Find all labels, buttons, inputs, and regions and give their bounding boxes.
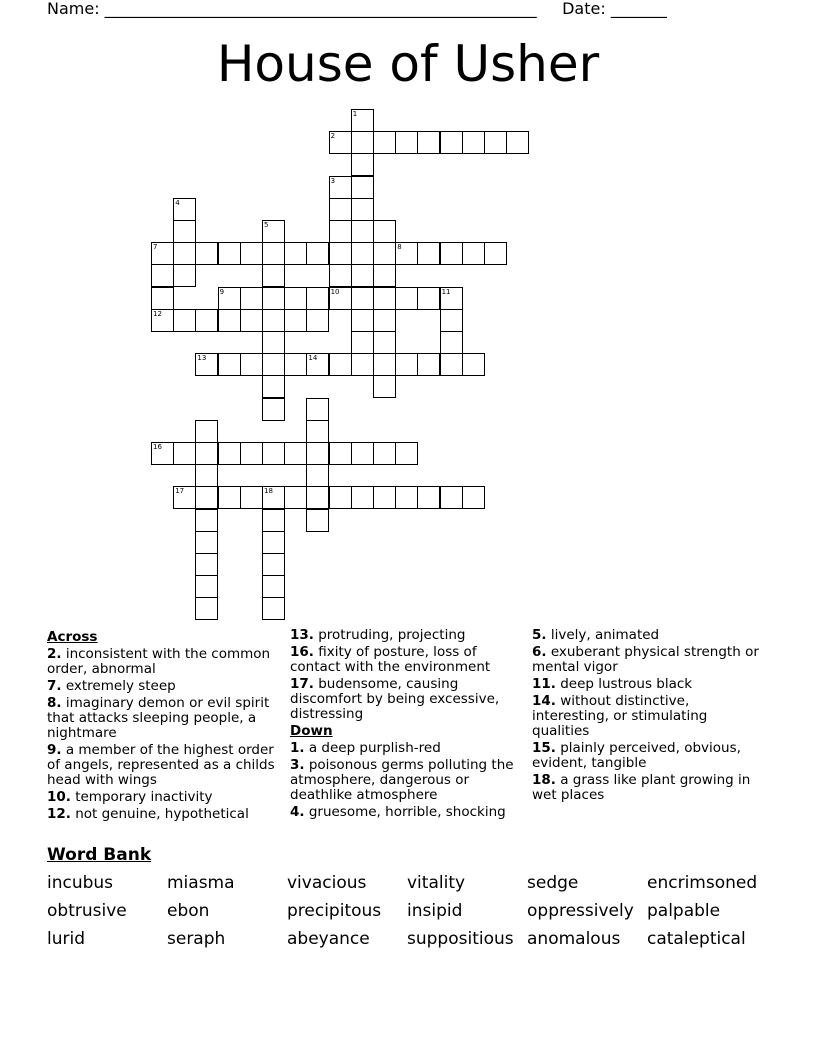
clue-column-1 xyxy=(47,628,282,824)
down-heading: Down xyxy=(290,723,333,739)
grid-cell[interactable] xyxy=(306,509,329,532)
clue-number-label: 1. xyxy=(290,740,305,756)
grid-cell[interactable] xyxy=(351,198,374,221)
clue xyxy=(290,677,525,722)
across-heading: Across xyxy=(47,629,98,645)
grid-cell[interactable] xyxy=(262,553,285,576)
grid-cell[interactable] xyxy=(195,353,218,376)
grid-cell[interactable] xyxy=(195,486,218,509)
page-title: House of Usher xyxy=(216,35,600,93)
grid-cell[interactable] xyxy=(417,131,440,154)
grid-cell[interactable] xyxy=(240,442,263,465)
grid-cell[interactable] xyxy=(395,131,418,154)
grid-cell[interactable] xyxy=(351,176,374,199)
grid-cell[interactable] xyxy=(284,309,307,332)
grid-cell[interactable] xyxy=(306,486,329,509)
grid-cell[interactable] xyxy=(417,242,440,265)
word-bank-item: vivacious xyxy=(287,873,367,893)
grid-cell[interactable] xyxy=(262,597,285,620)
grid-cell[interactable] xyxy=(417,287,440,310)
grid-cell[interactable] xyxy=(306,398,329,421)
clue-number: 1 xyxy=(352,110,358,118)
clue-text: gruesome, horrible, shocking xyxy=(304,804,506,820)
grid-cell[interactable] xyxy=(195,242,218,265)
grid-cell[interactable] xyxy=(173,220,196,243)
clue-number: 16 xyxy=(153,443,162,451)
word-bank-item: suppositious xyxy=(407,929,514,949)
grid-cell[interactable] xyxy=(240,486,263,509)
grid-cell[interactable] xyxy=(395,287,418,310)
grid-cell[interactable] xyxy=(262,264,285,287)
grid-cell[interactable] xyxy=(351,220,374,243)
grid-cell[interactable] xyxy=(151,442,174,465)
grid-cell[interactable] xyxy=(351,486,374,509)
grid-cell[interactable] xyxy=(262,375,285,398)
clue-text: extremely steep xyxy=(61,678,176,694)
word-bank-item: vitality xyxy=(407,873,466,893)
clue-number: 17 xyxy=(175,487,185,496)
clue-number-label: 3. xyxy=(290,757,305,773)
grid-cell[interactable] xyxy=(329,220,352,243)
grid-cell[interactable] xyxy=(351,442,374,465)
clue-number: 3 xyxy=(330,176,336,185)
clue-text: a grass like plant growing in wet places xyxy=(532,772,751,803)
grid-cell[interactable] xyxy=(240,287,263,310)
grid-cell[interactable] xyxy=(329,242,352,265)
grid-cell[interactable] xyxy=(329,264,352,287)
grid-cell[interactable] xyxy=(284,486,307,509)
grid-cell[interactable] xyxy=(218,442,241,465)
grid-cell[interactable] xyxy=(462,242,485,265)
grid-cell[interactable] xyxy=(218,353,241,376)
clue-text: lively, animated xyxy=(546,627,660,643)
grid-cell[interactable] xyxy=(218,242,241,265)
clue-number-label: 10. xyxy=(47,789,71,805)
clue xyxy=(532,741,767,771)
grid-cell[interactable] xyxy=(373,442,396,465)
grid-cell[interactable] xyxy=(218,309,241,332)
word-bank-item: ebon xyxy=(167,901,210,921)
grid-cell[interactable] xyxy=(262,531,285,554)
word-bank-item: palpable xyxy=(647,901,721,921)
grid-cell[interactable] xyxy=(195,597,218,620)
clue xyxy=(47,807,282,822)
clue xyxy=(532,645,767,675)
grid-cell[interactable] xyxy=(373,353,396,376)
grid-cell[interactable] xyxy=(151,264,174,287)
word-bank-item: sedge xyxy=(527,873,579,893)
grid-cell[interactable] xyxy=(195,442,218,465)
grid-cell[interactable] xyxy=(262,509,285,532)
word-bank-item: precipitous xyxy=(287,901,382,921)
grid-cell[interactable] xyxy=(351,242,374,265)
grid-cell[interactable] xyxy=(462,486,485,509)
grid-cell[interactable] xyxy=(284,242,307,265)
grid-cell[interactable] xyxy=(351,131,374,154)
clue-text: a member of the highest order of angels, represented as a childs head with wings xyxy=(47,742,275,788)
clue xyxy=(532,694,767,739)
grid-cell[interactable] xyxy=(440,331,463,354)
clue xyxy=(47,647,282,677)
word-bank-item: seraph xyxy=(167,929,226,949)
clue-number: 7 xyxy=(153,243,158,252)
grid-cell[interactable] xyxy=(417,486,440,509)
grid-cell[interactable] xyxy=(462,353,485,376)
grid-cell[interactable] xyxy=(173,442,196,465)
word-bank-item: incubus xyxy=(47,873,114,893)
clue-number-label: 4. xyxy=(290,804,305,820)
clue xyxy=(47,790,282,805)
grid-cell[interactable] xyxy=(440,131,463,154)
grid-cell[interactable] xyxy=(440,486,463,509)
name-date-line: Name: ______________________________________________________ Date: _______ xyxy=(47,0,667,18)
grid-cell[interactable] xyxy=(373,331,396,354)
grid-cell[interactable] xyxy=(306,242,329,265)
grid-cell[interactable] xyxy=(351,331,374,354)
clue-number-label: 16. xyxy=(290,644,314,660)
clue-number: 11 xyxy=(441,287,451,296)
grid-cell[interactable] xyxy=(262,442,285,465)
clue-number: 12 xyxy=(153,309,162,318)
grid-cell[interactable] xyxy=(306,309,329,332)
clue-number: 2 xyxy=(330,132,336,141)
grid-cell[interactable] xyxy=(195,531,218,554)
grid-cell[interactable] xyxy=(195,309,218,332)
grid-cell[interactable] xyxy=(351,153,374,176)
word-bank-item: oppressively xyxy=(527,901,634,921)
grid-cell[interactable] xyxy=(306,420,329,443)
grid-cell[interactable] xyxy=(262,331,285,354)
grid-cell[interactable] xyxy=(262,242,285,265)
grid-cell[interactable] xyxy=(262,309,285,332)
word-bank xyxy=(47,873,787,957)
clue-text: without distinctive, interesting, or stimulating qualities xyxy=(532,693,708,739)
grid-cell[interactable] xyxy=(240,353,263,376)
grid-cell[interactable] xyxy=(240,309,263,332)
grid-cell[interactable] xyxy=(284,353,307,376)
grid-cell[interactable] xyxy=(395,353,418,376)
grid-cell[interactable] xyxy=(329,198,352,221)
grid-cell[interactable] xyxy=(218,486,241,509)
grid-cell[interactable] xyxy=(284,287,307,310)
clue-text: deep lustrous black xyxy=(555,676,693,692)
clue-number-label: 9. xyxy=(47,742,62,758)
word-bank-item: lurid xyxy=(47,929,86,949)
grid-cell[interactable] xyxy=(173,242,196,265)
grid-cell[interactable] xyxy=(195,420,218,443)
clue-text: not genuine, hypothetical xyxy=(70,806,249,822)
grid-cell[interactable] xyxy=(262,398,285,421)
word-bank-item: cataleptical xyxy=(647,929,746,949)
word-bank-item: anomalous xyxy=(527,929,621,949)
clue-text: budensome, causing discomfort by being excessive, distressing xyxy=(290,676,500,722)
clue-number-label: 14. xyxy=(532,693,556,709)
clue-text: imaginary demon or evil spirit that attacks sleeping people, a nightmare xyxy=(47,695,270,741)
grid-cell[interactable] xyxy=(373,242,396,265)
grid-cell[interactable] xyxy=(351,309,374,332)
clue-column-3 xyxy=(532,628,767,805)
grid-cell[interactable] xyxy=(306,442,329,465)
grid-cell[interactable] xyxy=(395,442,418,465)
clue xyxy=(290,741,525,756)
clue-number-label: 18. xyxy=(532,772,556,788)
clue xyxy=(47,679,282,694)
grid-cell[interactable] xyxy=(417,353,440,376)
grid-cell[interactable] xyxy=(484,242,507,265)
word-bank-item: obtrusive xyxy=(47,901,127,921)
grid-cell[interactable] xyxy=(195,575,218,598)
clue-number-label: 7. xyxy=(47,678,62,694)
grid-cell[interactable] xyxy=(440,353,463,376)
grid-cell[interactable] xyxy=(440,242,463,265)
clue-number: 18 xyxy=(264,487,273,496)
clue xyxy=(532,773,767,803)
grid-cell[interactable] xyxy=(240,242,263,265)
grid-cell[interactable] xyxy=(329,353,352,376)
grid-cell[interactable] xyxy=(329,486,352,509)
clue-number: 10 xyxy=(330,287,340,296)
clue xyxy=(532,628,767,643)
clue-number-label: 11. xyxy=(532,676,556,692)
grid-cell[interactable] xyxy=(195,509,218,532)
clue-number-label: 6. xyxy=(532,644,547,660)
clue-number-label: 17. xyxy=(290,676,314,692)
clue-number: 13 xyxy=(197,354,207,363)
clue-number-label: 2. xyxy=(47,646,62,662)
grid-cell[interactable] xyxy=(395,242,418,265)
grid-cell[interactable] xyxy=(373,264,396,287)
clue-text: exuberant physical strength or mental vigor xyxy=(532,644,759,675)
word-bank-item: encrimsoned xyxy=(647,873,758,893)
grid-cell[interactable] xyxy=(218,287,241,310)
word-bank-item: miasma xyxy=(167,873,235,893)
clue-number-label: 15. xyxy=(532,740,556,756)
clue-number-label: 5. xyxy=(532,627,547,643)
clue xyxy=(47,743,282,788)
clue-number-label: 12. xyxy=(47,806,71,822)
clue-text: fixity of posture, loss of contact with the environment xyxy=(290,644,491,675)
grid-cell[interactable] xyxy=(195,464,218,487)
clue-number: 9 xyxy=(219,287,225,296)
grid-cell[interactable] xyxy=(151,287,174,310)
grid-cell[interactable] xyxy=(173,309,196,332)
clue-number: 8 xyxy=(397,243,402,252)
grid-cell[interactable] xyxy=(351,264,374,287)
grid-cell[interactable] xyxy=(351,109,374,132)
grid-cell[interactable] xyxy=(351,353,374,376)
grid-cell[interactable] xyxy=(262,220,285,243)
clue-text: a deep purplish-red xyxy=(304,740,441,756)
grid-cell[interactable] xyxy=(395,486,418,509)
grid-cell[interactable] xyxy=(173,486,196,509)
clue xyxy=(47,696,282,741)
clue-number-label: 13. xyxy=(290,627,314,643)
grid-cell[interactable] xyxy=(195,553,218,576)
grid-cell[interactable] xyxy=(373,287,396,310)
clue-number: 14 xyxy=(308,354,318,363)
grid-cell[interactable] xyxy=(151,309,174,332)
clue xyxy=(290,805,525,820)
grid-cell[interactable] xyxy=(484,131,507,154)
clue xyxy=(532,677,767,692)
grid-cell[interactable] xyxy=(506,131,529,154)
grid-cell[interactable] xyxy=(351,287,374,310)
grid-cell[interactable] xyxy=(306,287,329,310)
clue-text: inconsistent with the common order, abnormal xyxy=(47,646,271,677)
clue-text: poisonous germs polluting the atmosphere, dangerous or deathlike atmosphere xyxy=(290,757,514,803)
grid-cell[interactable] xyxy=(306,464,329,487)
grid-cell[interactable] xyxy=(262,287,285,310)
grid-cell[interactable] xyxy=(373,309,396,332)
grid-cell[interactable] xyxy=(373,486,396,509)
grid-cell[interactable] xyxy=(462,131,485,154)
clue-number-label: 8. xyxy=(47,695,62,711)
grid-cell[interactable] xyxy=(329,176,352,199)
grid-cell[interactable] xyxy=(262,575,285,598)
clue xyxy=(290,628,525,643)
clue-number: 5 xyxy=(264,221,269,229)
clue-column-2 xyxy=(290,628,525,822)
grid-cell[interactable] xyxy=(373,220,396,243)
word-bank-title: Word Bank xyxy=(47,845,152,865)
grid-cell[interactable] xyxy=(329,131,352,154)
clue-text: temporary inactivity xyxy=(70,789,213,805)
grid-cell[interactable] xyxy=(284,442,307,465)
grid-cell[interactable] xyxy=(373,131,396,154)
grid-cell[interactable] xyxy=(173,198,196,221)
clue-number: 4 xyxy=(175,198,180,207)
grid-cell[interactable] xyxy=(373,375,396,398)
word-bank-item: abeyance xyxy=(287,929,370,949)
grid-cell[interactable] xyxy=(306,353,329,376)
grid-cell[interactable] xyxy=(262,353,285,376)
grid-cell[interactable] xyxy=(151,242,174,265)
grid-cell[interactable] xyxy=(329,442,352,465)
clue xyxy=(290,758,525,803)
clue xyxy=(290,645,525,675)
clue-text: protruding, projecting xyxy=(313,627,466,643)
grid-cell[interactable] xyxy=(173,264,196,287)
grid-cell[interactable] xyxy=(262,486,285,509)
grid-cell[interactable] xyxy=(440,287,463,310)
clue-text: plainly perceived, obvious, evident, tangible xyxy=(532,740,741,771)
word-bank-item: insipid xyxy=(407,901,463,921)
grid-cell[interactable] xyxy=(440,309,463,332)
grid-cell[interactable] xyxy=(329,287,352,310)
